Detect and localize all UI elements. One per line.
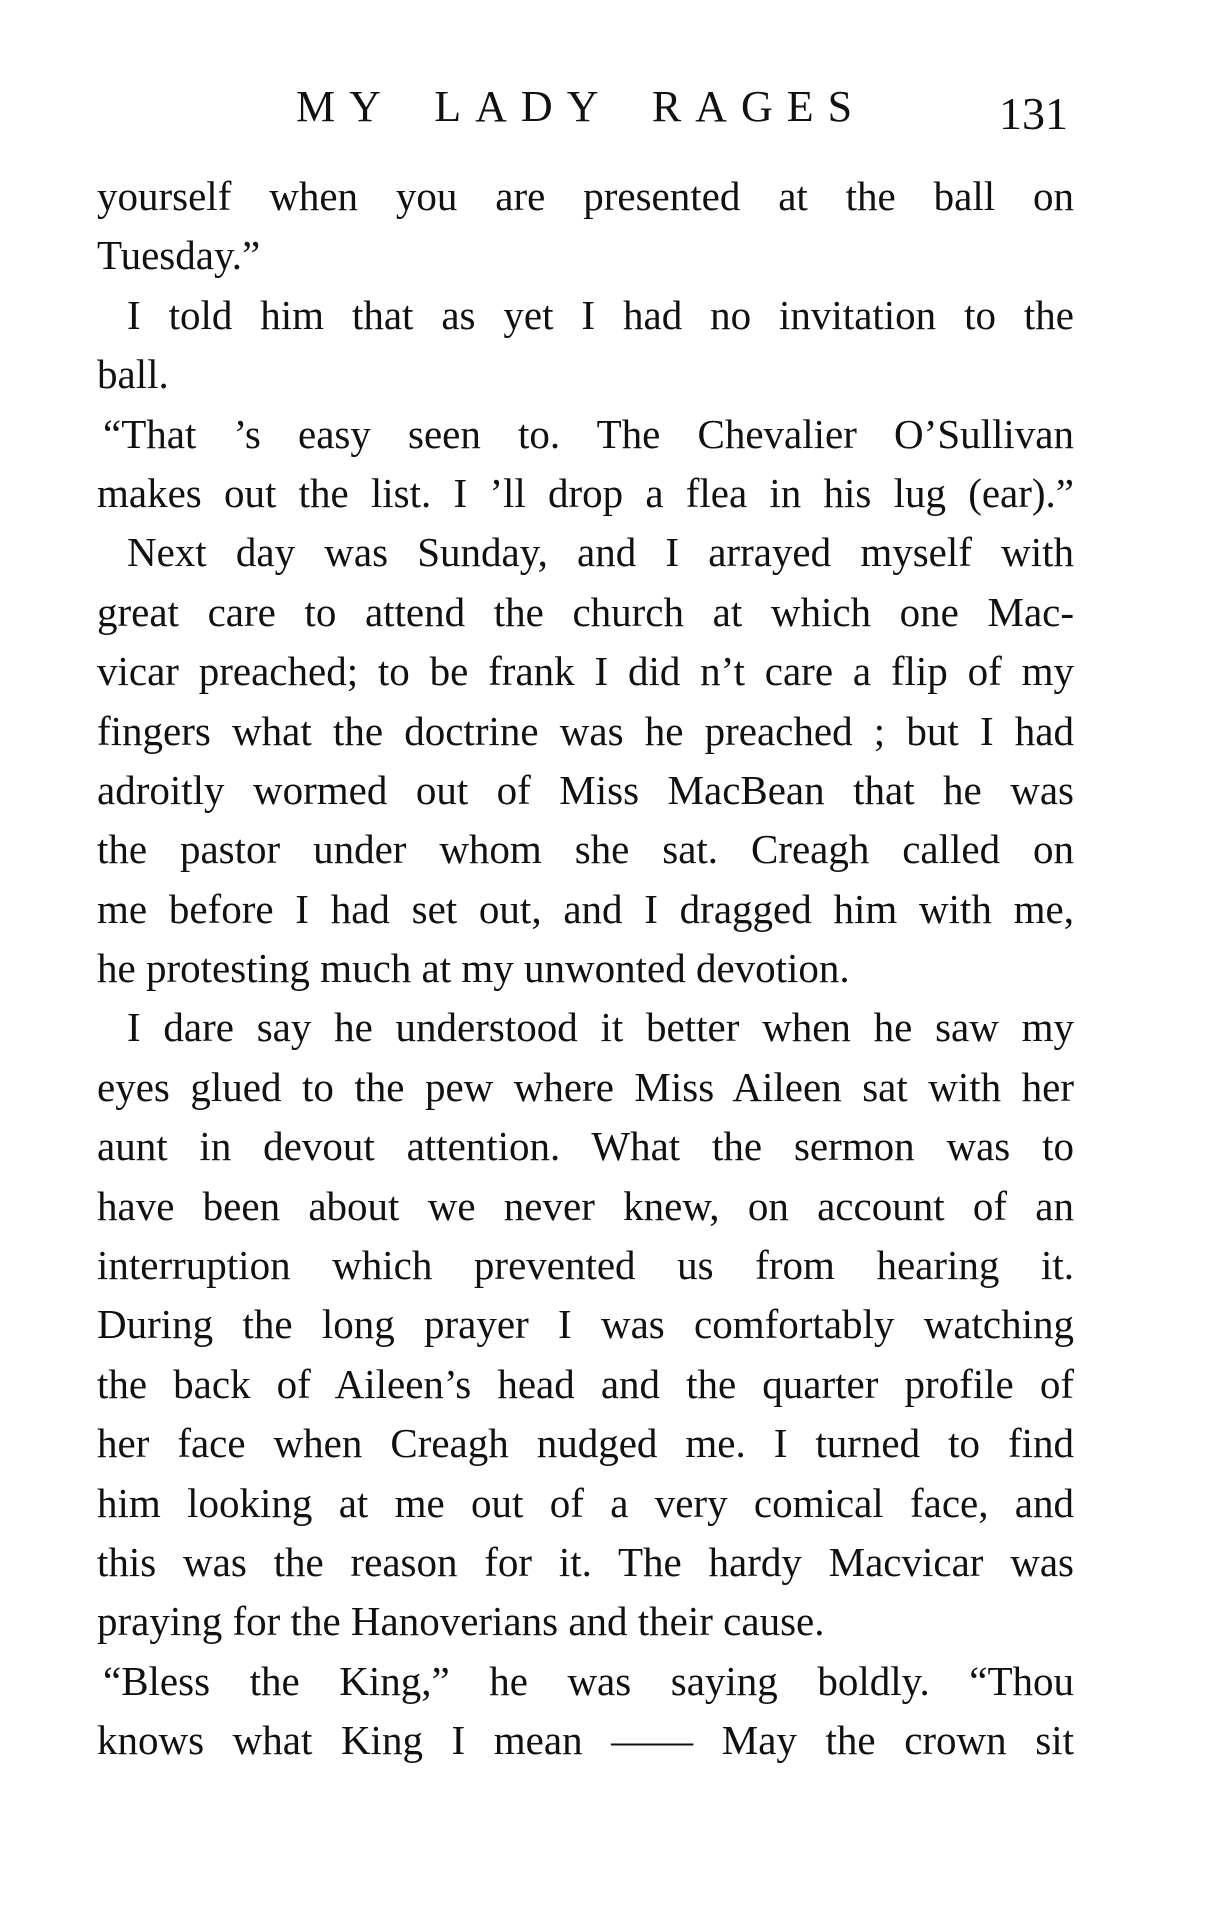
body-text: [97, 167, 1074, 1771]
text-line: vicar preached; to be frank I did n’t care a flip of my: [97, 648, 1074, 695]
text-line: the pastor under whom she sat. Creagh called on: [97, 826, 1074, 873]
text-line: I told him that as yet I had no invitation to the: [127, 291, 1074, 338]
text-line: adroitly wormed out of Miss MacBean that he was: [97, 766, 1074, 813]
text-line: ball.: [97, 351, 169, 398]
text-line: During the long prayer I was comfortably watching: [97, 1301, 1074, 1348]
text-line: knows what King I mean —— May the crown sit: [97, 1717, 1074, 1764]
text-line: interruption which prevented us from hearing it.: [97, 1242, 1074, 1289]
text-line: yourself when you are presented at the ball on: [97, 173, 1074, 219]
text-line: Next day was Sunday, and I arrayed myself with: [127, 529, 1074, 576]
text-line: I dare say he understood it better when he saw my: [127, 1004, 1074, 1051]
text-line: makes out the list. I ’ll drop a flea in his lug (ear).”: [97, 469, 1074, 516]
running-title: MY LADY RAGES: [296, 82, 867, 131]
page-number: 131: [999, 88, 1068, 139]
text-line: the back of Aileen’s head and the quarter profile of: [97, 1360, 1074, 1407]
text-line: “That ’s easy seen to. The Chevalier O’Sullivan: [103, 410, 1074, 457]
text-line: me before I had set out, and I dragged him with me,: [97, 885, 1074, 932]
text-line: her face when Creagh nudged me. I turned to find: [97, 1420, 1074, 1467]
text-line: great care to attend the church at which one Mac-: [97, 588, 1074, 635]
text-line: he protesting much at my unwonted devotion.: [97, 945, 850, 992]
text-line: this was the reason for it. The hardy Macvicar was: [97, 1538, 1074, 1585]
text-line: “Bless the King,” he was saying boldly. “Thou: [103, 1657, 1074, 1704]
text-line: Tuesday.”: [97, 232, 261, 279]
text-line: aunt in devout attention. What the sermon was to: [97, 1123, 1074, 1170]
text-line: have been about we never knew, on account of an: [97, 1182, 1074, 1229]
text-line: praying for the Hanoverians and their cause.: [97, 1598, 825, 1645]
text-line: fingers what the doctrine was he preached ; but I had: [97, 707, 1074, 754]
text-line: eyes glued to the pew where Miss Aileen sat with her: [97, 1063, 1074, 1110]
text-line: him looking at me out of a very comical face, and: [97, 1479, 1074, 1526]
